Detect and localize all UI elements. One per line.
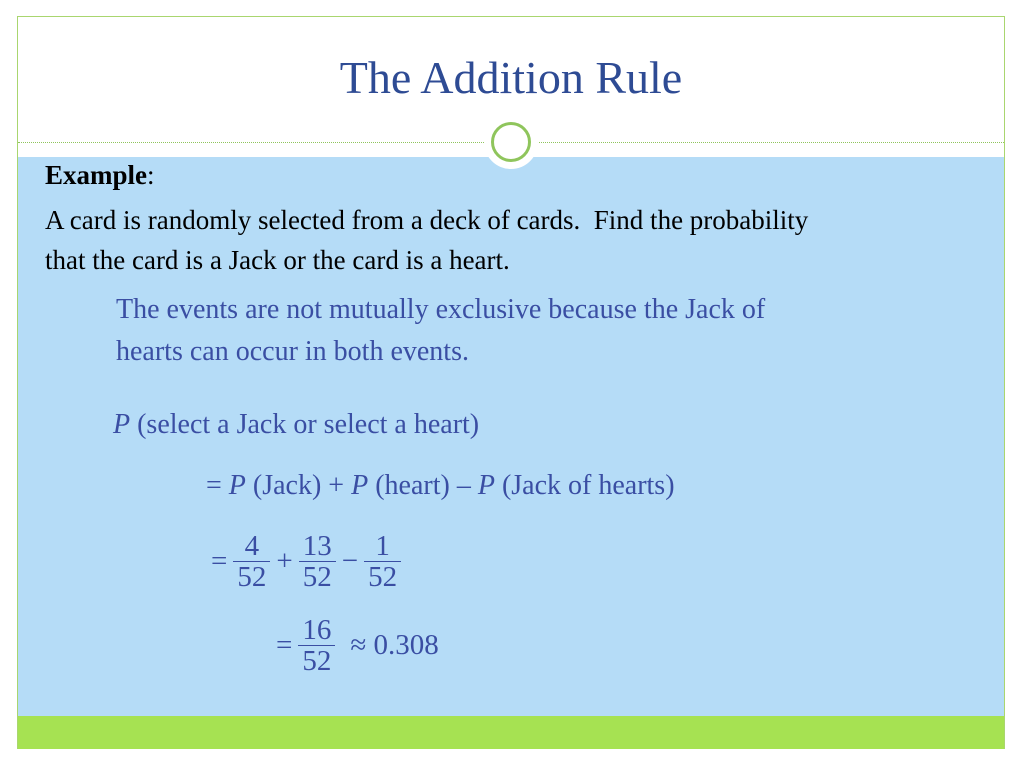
- equation-line-2: [208, 531, 404, 593]
- fraction-16-52: [298, 615, 335, 677]
- fraction-4-52: [233, 531, 270, 593]
- fraction-numerator: 4: [244, 530, 260, 562]
- probability-statement: [113, 408, 479, 442]
- fraction-1-52: [364, 531, 401, 593]
- eq1-t2: (heart) –: [368, 470, 478, 501]
- problem-line-2: that the card is a Jack or the card is a heart.: [45, 245, 510, 275]
- eq1-equals: =: [206, 470, 229, 501]
- example-heading: [45, 159, 155, 191]
- fraction-numerator: 13: [302, 530, 332, 562]
- fraction-numerator: 16: [302, 614, 332, 646]
- bottom-bar: [18, 716, 1004, 749]
- fraction-numerator: 1: [375, 530, 390, 562]
- explanation-line-2: hearts can occur in both events.: [116, 336, 469, 367]
- eq2-minus: −: [341, 545, 359, 578]
- eq2-plus: +: [276, 545, 293, 578]
- slide-title: The Addition Rule: [339, 52, 683, 103]
- fraction-denominator: 52: [233, 561, 270, 592]
- example-label: Example: [45, 160, 148, 190]
- slide-frame: [17, 16, 1005, 749]
- fraction-denominator: 52: [364, 561, 401, 592]
- ornament-ring: [491, 122, 531, 162]
- eq3-equals: =: [276, 629, 293, 662]
- equation-line-1: [206, 469, 675, 503]
- statement-text: (select a Jack or select a heart): [130, 409, 480, 440]
- fraction-denominator: 52: [299, 561, 336, 592]
- eq1-p3: P: [477, 470, 495, 501]
- eq3-approx-result: ≈ 0.308: [350, 629, 439, 662]
- circle-ornament-icon: [484, 115, 538, 169]
- equation-line-3: [273, 615, 442, 677]
- eq2-equals: =: [211, 545, 228, 578]
- fraction-denominator: 52: [298, 645, 335, 676]
- eq1-t3: (Jack of hearts): [494, 470, 675, 501]
- eq1-t1: (Jack) +: [245, 470, 352, 501]
- example-colon: :: [147, 160, 155, 190]
- explanation-line-1: The events are not mutually exclusive because the Jack of: [116, 294, 766, 325]
- problem-line-1: A card is randomly selected from a deck of cards. Find the probability: [45, 205, 809, 235]
- eq1-p1: P: [228, 470, 246, 501]
- statement-p: P: [113, 409, 131, 440]
- eq1-p2: P: [351, 470, 369, 501]
- problem-text: [45, 200, 1005, 280]
- explanation-text: [116, 289, 936, 373]
- fraction-13-52: [299, 531, 336, 593]
